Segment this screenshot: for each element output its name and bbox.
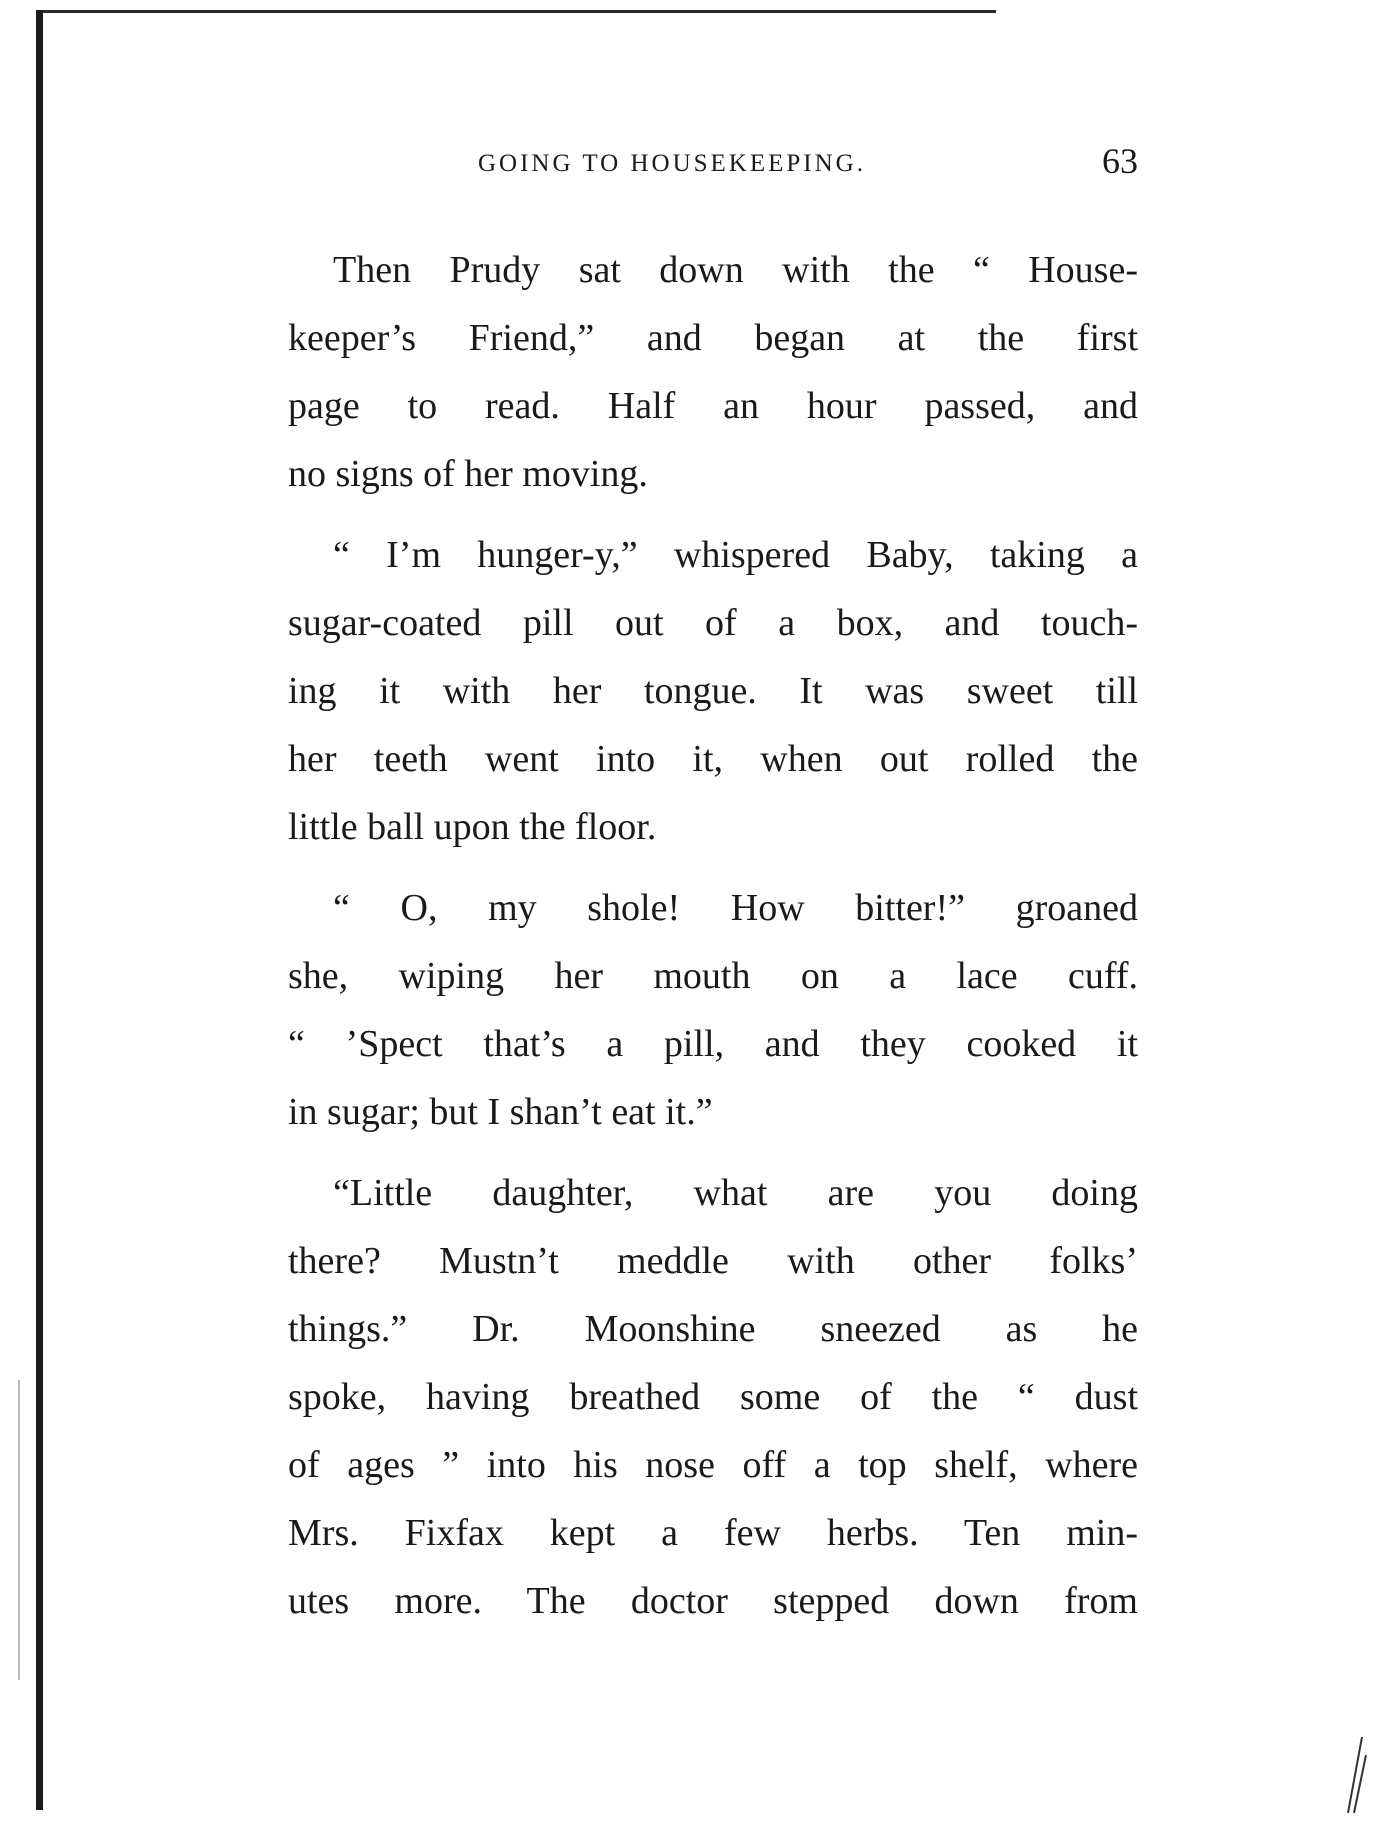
page-top-edge [36, 10, 996, 13]
text-line: no signs of her moving. [288, 453, 648, 495]
text-line: spoke, having breathed some of the “ dust [288, 1376, 1138, 1418]
book-page [288, 140, 1138, 1648]
page-binding-edge [36, 10, 43, 1810]
text-line: sugar-coated pill out of a box, and touch- [288, 602, 1138, 644]
text-line: little ball upon the floor. [288, 806, 657, 848]
pen-mark-artifact [1340, 1735, 1370, 1815]
text-line: there? Mustn’t meddle with other folks’ [288, 1240, 1138, 1282]
text-line: “ ’Spect that’s a pill, and they cooked it [288, 1023, 1138, 1065]
page-scan-artifact [18, 1380, 20, 1680]
text-line: keeper’s Friend,” and began at the first [288, 317, 1138, 359]
text-line: in sugar; but I shan’t eat it.” [288, 1091, 713, 1133]
text-line: she, wiping her mouth on a lace cuff. [288, 955, 1138, 997]
text-line: Mrs. Fixfax kept a few herbs. Ten min- [288, 1512, 1138, 1554]
text-line: of ages ” into his nose off a top shelf, where [288, 1444, 1138, 1486]
text-line: Then Prudy sat down with the “ House- [333, 249, 1138, 291]
paragraph-4 [288, 1159, 1138, 1635]
page-number: 63 [1102, 141, 1138, 181]
text-line: page to read. Half an hour passed, and [288, 385, 1138, 427]
paragraph-2 [288, 521, 1138, 861]
running-head [288, 140, 1138, 186]
text-line: things.” Dr. Moonshine sneezed as he [288, 1308, 1138, 1350]
text-line: “ O, my shole! How bitter!” groaned [333, 887, 1138, 929]
text-line: her teeth went into it, when out rolled the [288, 738, 1138, 780]
text-line: ing it with her tongue. It was sweet till [288, 670, 1138, 712]
paragraph-1 [288, 236, 1138, 508]
paragraph-3 [288, 874, 1138, 1146]
running-head-title: GOING TO HOUSEKEEPING. [478, 150, 866, 177]
text-line: “ I’m hunger-y,” whispered Baby, taking a [333, 534, 1138, 576]
text-line: utes more. The doctor stepped down from [288, 1580, 1138, 1622]
text-line: “Little daughter, what are you doing [333, 1172, 1138, 1214]
